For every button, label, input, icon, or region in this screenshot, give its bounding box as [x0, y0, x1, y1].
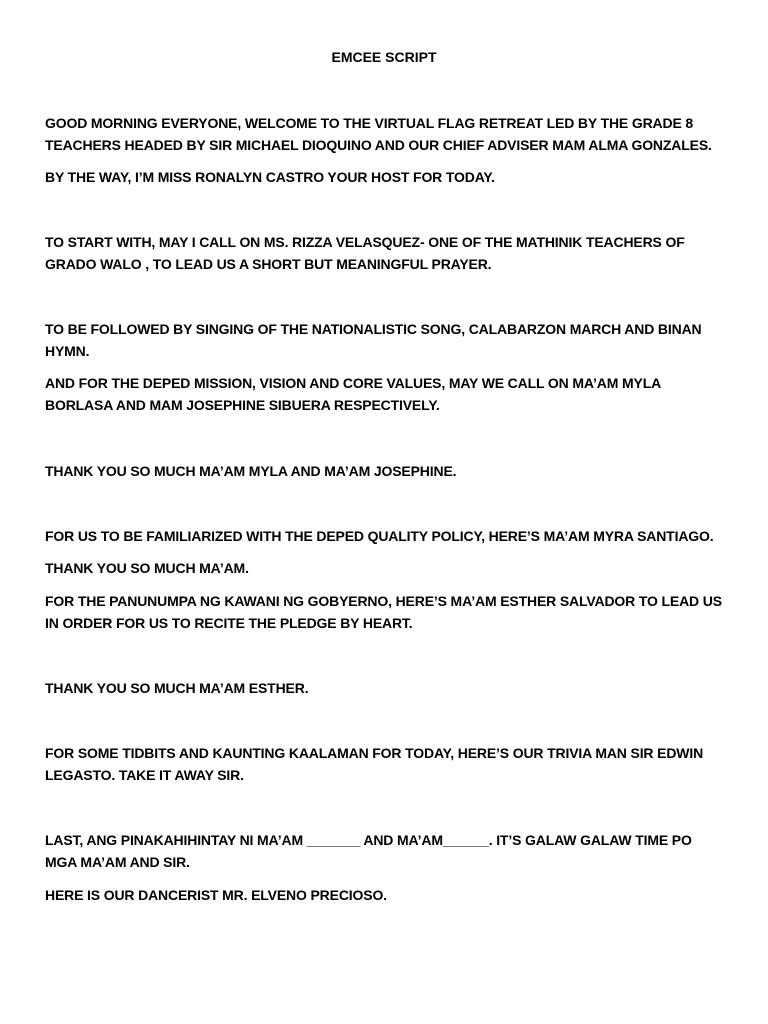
paragraph-line: TO BE FOLLOWED BY SINGING OF THE NATIONALISTIC SONG, CALABARZON MARCH AND BINAN: [45, 321, 702, 337]
paragraph-line: TEACHERS HEADED BY SIR MICHAEL DIOQUINO AND OUR CHIEF ADVISER MAM ALMA GONZALES.: [45, 137, 712, 153]
paragraph-line: IN ORDER FOR US TO RECITE THE PLEDGE BY HEART.: [45, 615, 413, 631]
paragraph-panunumpa: [45, 590, 735, 634]
paragraph-mission-vision: [45, 372, 735, 416]
paragraph-line: FOR SOME TIDBITS AND KAUNTING KAALAMAN FOR TODAY, HERE’S OUR TRIVIA MAN SIR EDWIN: [45, 745, 704, 761]
paragraph-line: BY THE WAY, I’M MISS RONALYN CASTRO YOUR HOST FOR TODAY.: [45, 169, 495, 185]
paragraph-line: GOOD MORNING EVERYONE, WELCOME TO THE VIRTUAL FLAG RETREAT LED BY THE GRADE 8: [45, 115, 694, 131]
paragraph-line: BORLASA AND MAM JOSEPHINE SIBUERA RESPECTIVELY.: [45, 397, 440, 413]
paragraph-line: FOR THE PANUNUMPA NG KAWANI NG GOBYERNO, HERE’S MA’AM ESTHER SALVADOR TO LEAD US: [45, 593, 722, 609]
paragraph-trivia: [45, 742, 735, 786]
paragraph-quality-policy: [45, 525, 735, 547]
paragraph-line: THANK YOU SO MUCH MA’AM.: [45, 560, 249, 576]
paragraph-line: FOR US TO BE FAMILIARIZED WITH THE DEPED QUALITY POLICY, HERE’S MA’AM MYRA SANTIAGO.: [45, 528, 714, 544]
paragraph-thanks-esther: [45, 677, 735, 699]
paragraph-host: [45, 166, 735, 188]
document-title: EMCEE SCRIPT: [331, 49, 437, 65]
paragraph-line: MGA MA’AM AND SIR.: [45, 854, 190, 870]
paragraph-line: TO START WITH, MAY I CALL ON MS. RIZZA VELASQUEZ- ONE OF THE MATHINIK TEACHERS OF: [45, 234, 685, 250]
paragraph-line: AND FOR THE DEPED MISSION, VISION AND CORE VALUES, MAY WE CALL ON MA’AM MYLA: [45, 375, 662, 391]
paragraph-welcome: [45, 112, 735, 156]
paragraph-line: LAST, ANG PINAKAHIHINTAY NI MA’AM _______ AND MA’AM______. IT’S GALAW GALAW TIME PO: [45, 832, 692, 848]
paragraph-line: HYMN.: [45, 343, 90, 359]
paragraph-line: HERE IS OUR DANCERIST MR. ELVENO PRECIOSO.: [45, 887, 387, 903]
paragraph-line: THANK YOU SO MUCH MA’AM MYLA AND MA’AM JOSEPHINE.: [45, 463, 457, 479]
paragraph-songs: [45, 318, 735, 362]
paragraph-line: LEGASTO. TAKE IT AWAY SIR.: [45, 767, 244, 783]
paragraph-galaw-time: [45, 829, 735, 873]
paragraph-dancerist: [45, 884, 735, 906]
paragraph-line: THANK YOU SO MUCH MA’AM ESTHER.: [45, 680, 309, 696]
paragraph-thanks-maam: [45, 557, 735, 579]
paragraph-prayer: [45, 231, 735, 275]
paragraph-thanks-myla-josephine: [45, 460, 735, 482]
paragraph-line: GRADO WALO , TO LEAD US A SHORT BUT MEANINGFUL PRAYER.: [45, 256, 492, 272]
